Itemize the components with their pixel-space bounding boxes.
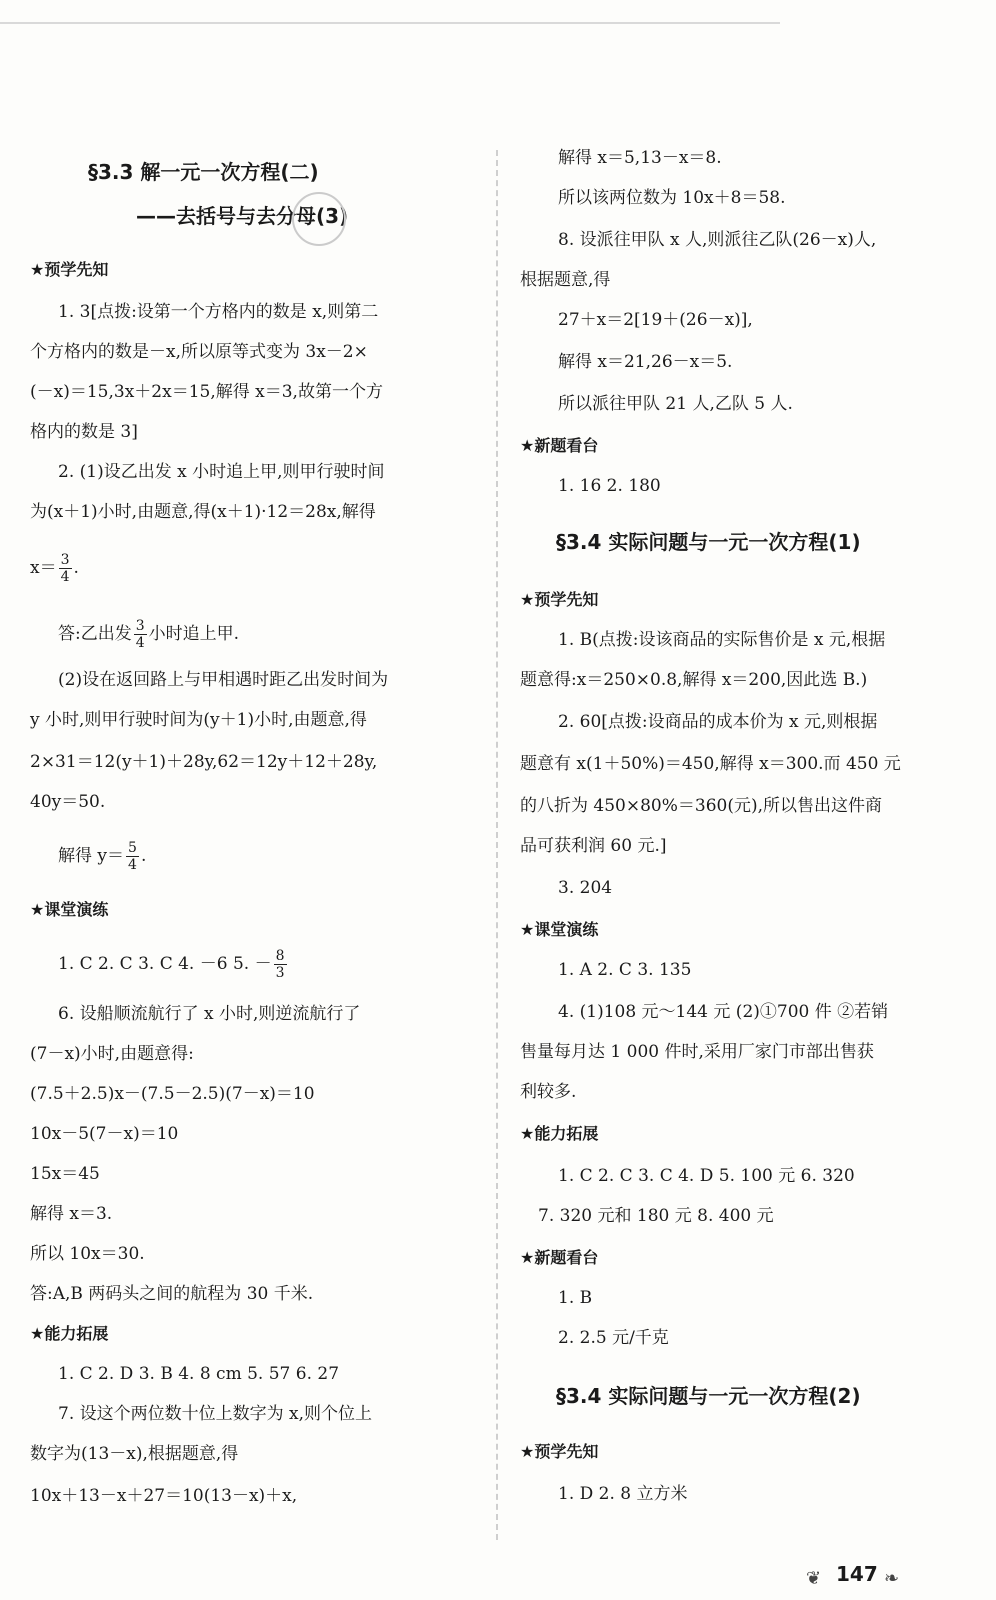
denominator: 4 bbox=[128, 857, 137, 873]
fraction-line bbox=[30, 552, 480, 585]
text-line: 1. 16 2. 180 bbox=[558, 476, 661, 496]
left-column bbox=[30, 0, 480, 1600]
right-column bbox=[520, 0, 970, 1600]
fraction bbox=[274, 948, 287, 981]
text-line: 10x－5(7－x)＝10 bbox=[30, 1124, 179, 1144]
text-line: (7－x)小时,由题意得: bbox=[30, 1044, 194, 1064]
numerator: 3 bbox=[60, 552, 70, 568]
fraction bbox=[126, 840, 139, 873]
section-subtitle-3-3: ——去括号与去分母(3) bbox=[136, 204, 349, 228]
text-line: 1. 3[点拨:设第一个方格内的数是 x,则第二 bbox=[58, 302, 379, 322]
numerator: 3 bbox=[135, 618, 145, 634]
text-line: 1. D 2. 8 立方米 bbox=[558, 1484, 688, 1504]
fraction-line bbox=[58, 618, 508, 651]
section-title-3-4-1: §3.4 实际问题与一元一次方程(1) bbox=[556, 530, 861, 554]
text-line: 品可获利润 60 元.] bbox=[520, 836, 667, 856]
text-line: 4. (1)108 元～144 元 (2)①700 件 ②若销 bbox=[558, 1002, 889, 1022]
section-title-3-4-2: §3.4 实际问题与一元一次方程(2) bbox=[556, 1384, 861, 1408]
text-line: 题意得:x＝250×0.8,解得 x＝200,因此选 B.) bbox=[520, 670, 868, 690]
text-line: 3. 204 bbox=[558, 878, 613, 898]
fraction-line bbox=[58, 840, 508, 873]
text-line: 题意有 x(1＋50%)＝450,解得 x＝300.而 450 元 bbox=[520, 754, 901, 774]
numerator: 5 bbox=[128, 840, 137, 856]
text-fragment: . bbox=[140, 846, 147, 866]
text-line: 6. 设船顺流航行了 x 小时,则逆流航行了 bbox=[58, 1004, 361, 1024]
heading-preview: ★预学先知 bbox=[520, 1442, 599, 1461]
text-fragment: x＝ bbox=[30, 558, 57, 578]
section-title-3-3: §3.3 解一元一次方程(二) bbox=[88, 160, 319, 184]
text-line: 1. B(点拨:设该商品的实际售价是 x 元,根据 bbox=[558, 630, 886, 650]
heading-ability: ★能力拓展 bbox=[520, 1124, 599, 1143]
text-line: 个方格内的数是－x,所以原等式变为 3x－2× bbox=[30, 342, 368, 362]
text-line: 1. C 2. D 3. B 4. 8 cm 5. 57 6. 27 bbox=[58, 1364, 340, 1384]
denominator: 4 bbox=[60, 569, 70, 585]
heading-preview: ★预学先知 bbox=[520, 590, 599, 609]
fraction bbox=[134, 618, 147, 651]
heading-new-problems: ★新题看台 bbox=[520, 1248, 599, 1267]
text-fragment: 解得 y＝ bbox=[58, 846, 125, 866]
watermark-seal bbox=[292, 192, 346, 246]
text-line: 的八折为 450×80%＝360(元),所以售出这件商 bbox=[520, 796, 882, 816]
text-line: 2×31＝12(y＋1)＋28y,62＝12y＋12＋28y, bbox=[30, 752, 378, 772]
text-line: 解得 x＝21,26－x＝5. bbox=[558, 352, 733, 372]
text-line: 1. B bbox=[558, 1288, 593, 1308]
text-fragment: 小时追上甲. bbox=[148, 624, 240, 644]
text-line: 数字为(13－x),根据题意,得 bbox=[30, 1444, 239, 1464]
heading-new-problems: ★新题看台 bbox=[520, 436, 599, 455]
text-line: 答:A,B 两码头之间的航程为 30 千米. bbox=[30, 1284, 314, 1304]
heading-preview: ★预学先知 bbox=[30, 260, 109, 279]
text-line: 1. A 2. C 3. 135 bbox=[558, 960, 692, 980]
text-line: 利较多. bbox=[520, 1082, 577, 1102]
text-line: 格内的数是 3] bbox=[30, 422, 138, 442]
text-line: y 小时,则甲行驶时间为(y＋1)小时,由题意,得 bbox=[30, 710, 367, 730]
text-line: (2)设在返回路上与甲相遇时距乙出发时间为 bbox=[58, 670, 389, 690]
text-line: 7. 设这个两位数十位上数字为 x,则个位上 bbox=[58, 1404, 373, 1424]
text-line: 所以派往甲队 21 人,乙队 5 人. bbox=[558, 394, 793, 414]
heading-class-practice: ★课堂演练 bbox=[30, 900, 109, 919]
text-line: 1. C 2. C 3. C 4. D 5. 100 元 6. 320 bbox=[558, 1166, 855, 1186]
numerator: 8 bbox=[275, 948, 285, 964]
text-line: 售量每月达 1 000 件时,采用厂家门市部出售获 bbox=[520, 1042, 874, 1062]
text-line: 2. 60[点拨:设商品的成本价为 x 元,则根据 bbox=[558, 712, 878, 732]
ornament-left-icon: ❦ bbox=[806, 1568, 822, 1589]
text-line: 2. 2.5 元/千克 bbox=[558, 1328, 669, 1348]
text-line: 所以 10x＝30. bbox=[30, 1244, 145, 1264]
heading-class-practice: ★课堂演练 bbox=[520, 920, 599, 939]
text-line: 10x＋13－x＋27＝10(13－x)＋x, bbox=[30, 1486, 298, 1506]
heading-ability: ★能力拓展 bbox=[30, 1324, 109, 1343]
text-line: 8. 设派往甲队 x 人,则派往乙队(26－x)人, bbox=[558, 230, 877, 250]
ornament-right-icon: ❧ bbox=[884, 1568, 900, 1589]
fraction-line bbox=[58, 948, 508, 981]
text-line: 7. 320 元和 180 元 8. 400 元 bbox=[538, 1206, 774, 1226]
text-line: 根据题意,得 bbox=[520, 270, 611, 290]
text-line: (－x)＝15,3x＋2x＝15,解得 x＝3,故第一个方 bbox=[30, 382, 383, 402]
page-number: 147 bbox=[836, 1562, 878, 1586]
text-line: (7.5＋2.5)x－(7.5－2.5)(7－x)＝10 bbox=[30, 1084, 315, 1104]
denominator: 3 bbox=[275, 965, 285, 981]
denominator: 4 bbox=[135, 635, 145, 651]
text-line: 解得 x＝3. bbox=[30, 1204, 113, 1224]
text-line: 所以该两位数为 10x＋8＝58. bbox=[558, 188, 786, 208]
text-line: 为(x＋1)小时,由题意,得(x＋1)·12＝28x,解得 bbox=[30, 502, 376, 522]
text-line: 15x＝45 bbox=[30, 1164, 100, 1184]
text-line: 2. (1)设乙出发 x 小时追上甲,则甲行驶时间 bbox=[58, 462, 385, 482]
text-line: 40y＝50. bbox=[30, 792, 106, 812]
text-line: 27＋x＝2[19＋(26－x)], bbox=[558, 310, 753, 330]
fraction bbox=[59, 552, 72, 585]
text-line: 解得 x＝5,13－x＝8. bbox=[558, 148, 722, 168]
text-fragment: 1. C 2. C 3. C 4. －6 5. － bbox=[58, 954, 272, 974]
text-fragment: . bbox=[73, 558, 79, 578]
text-fragment: 答:乙出发 bbox=[58, 624, 132, 644]
